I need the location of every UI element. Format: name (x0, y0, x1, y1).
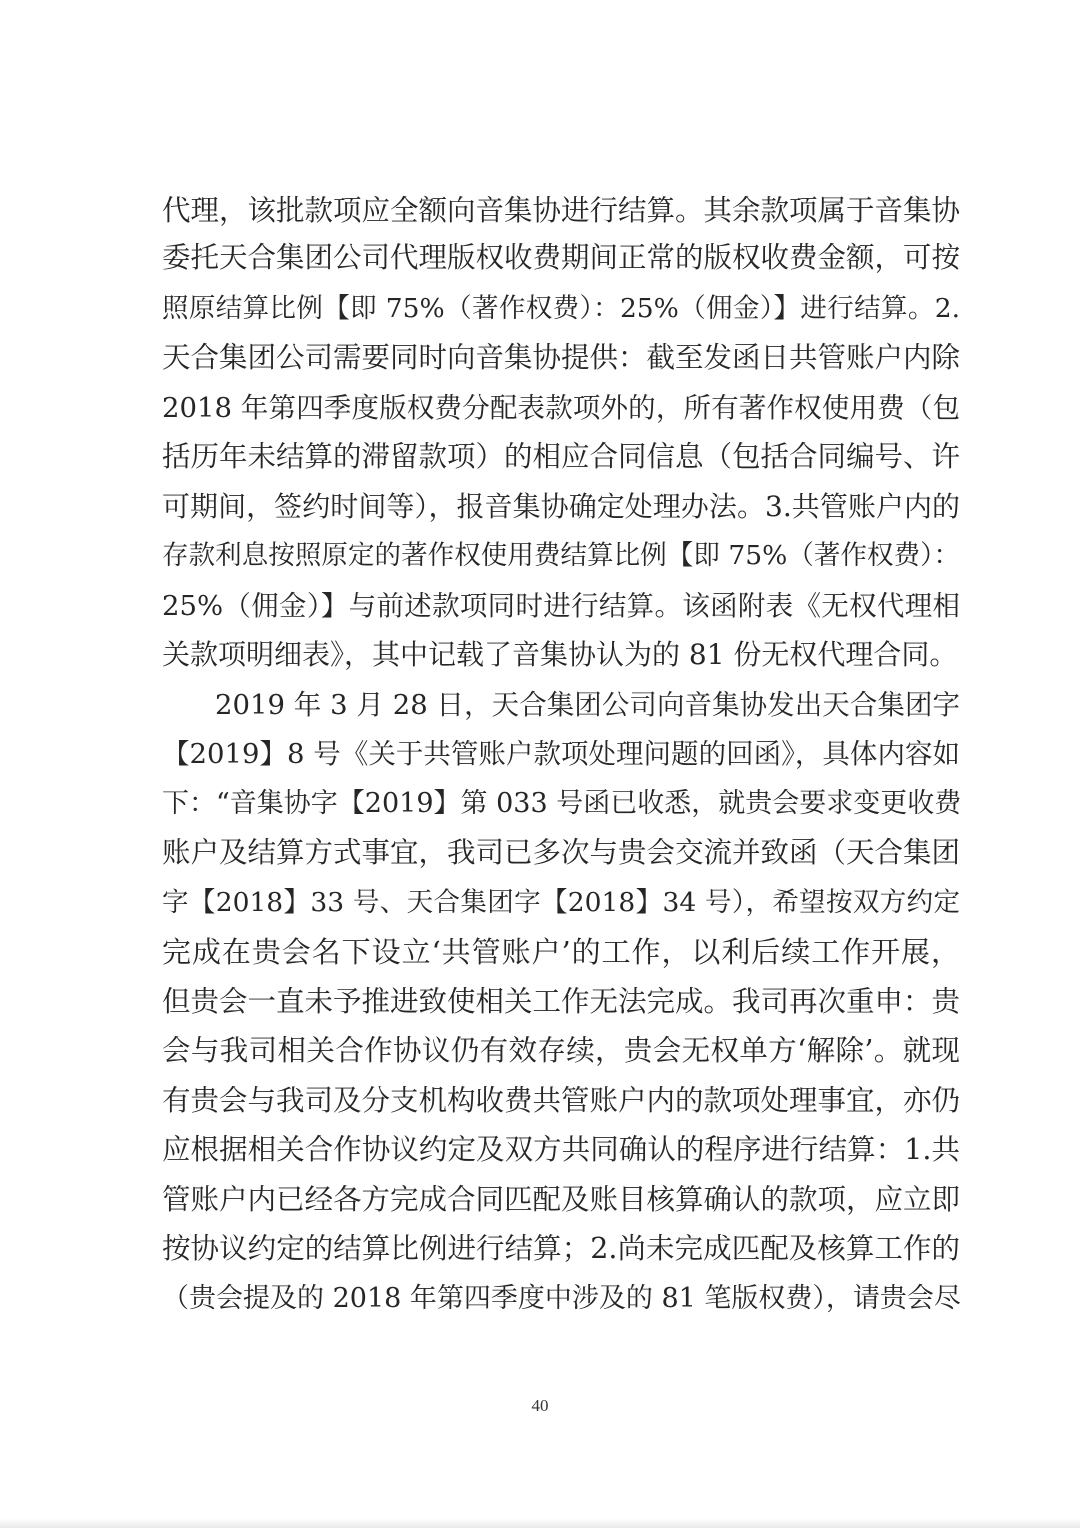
body-text-line: 可期间，签约时间等），报音集协确定处理办法。3.共管账户内的 (162, 490, 960, 523)
body-text-line: 代理，该批款项应全额向音集协进行结算。其余款项属于音集协 (162, 194, 961, 227)
body-text-line: 下：“音集协字【2019】第 033 号函已收悉，就贵会要求变更收费 (162, 788, 962, 819)
body-text-line: 会与我司相关合作协议仍有效存续，贵会无权单方‘解除’。就现 (162, 1034, 960, 1067)
body-text-line: 括历年未结算的滞留款项）的相应合同信息（包括合同编号、许 (162, 440, 961, 473)
body-text-line: 按协议约定的结算比例进行结算；2.尚未完成匹配及核算工作的 (162, 1232, 960, 1265)
body-text-line: 账户及结算方式事宜，我司已多次与贵会交流并致函（天合集团 (162, 836, 961, 869)
body-text-line: 但贵会一直未予推进致使相关工作无法完成。我司再次重申：贵 (162, 985, 961, 1018)
body-text-line: 天合集团公司需要同时向音集协提供：截至发函日共管账户内除 (162, 341, 961, 374)
body-text-line: 存款利息按照原定的著作权使用费结算比例【即 75%（著作权费）： (162, 540, 960, 571)
body-text-line: 管账户内已经各方完成合同匹配及账目核算确认的款项，应立即 (162, 1183, 961, 1216)
body-text-line: 完成在贵会名下设立‘共管账户’的工作，以利后续工作开展， (162, 935, 960, 969)
page-number: 40 (531, 1396, 549, 1415)
body-text-line: 2018 年第四季度版权费分配表款项外的，所有著作权使用费（包 (162, 392, 960, 424)
body-text-line: 【2019】8 号《关于共管账户款项处理问题的回函》，具体内容如 (162, 738, 960, 770)
body-text-line: 照原结算比例【即 75%（著作权费）：25%（佣金）】进行结算。2. (162, 293, 960, 324)
paragraph-first-line: 2019 年 3 月 28 日，天合集团公司向音集协发出天合集团字 (215, 689, 960, 721)
page-bottom-edge (0, 1518, 1080, 1528)
body-text-line: （贵会提及的 2018 年第四季度中涉及的 81 笔版权费），请贵会尽 (162, 1283, 961, 1314)
body-text-line: 字【2018】33 号、天合集团字【2018】34 号），希望按双方约定 (162, 887, 960, 918)
body-text-line: 有贵会与我司及分支机构收费共管账户内的款项处理事宜，亦仍 (162, 1084, 961, 1117)
body-text-line: 关款项明细表》，其中记载了音集协认为的 81 份无权代理合同。 (162, 638, 958, 671)
body-text-line: 应根据相关合作协议约定及双方共同确认的程序进行结算：1.共 (162, 1133, 960, 1166)
body-text-line: 委托天合集团公司代理版权收费期间正常的版权收费金额，可按 (162, 241, 961, 274)
body-text-line: 25%（佣金）】与前述款项同时进行结算。该函附表《无权代理相 (162, 590, 960, 622)
